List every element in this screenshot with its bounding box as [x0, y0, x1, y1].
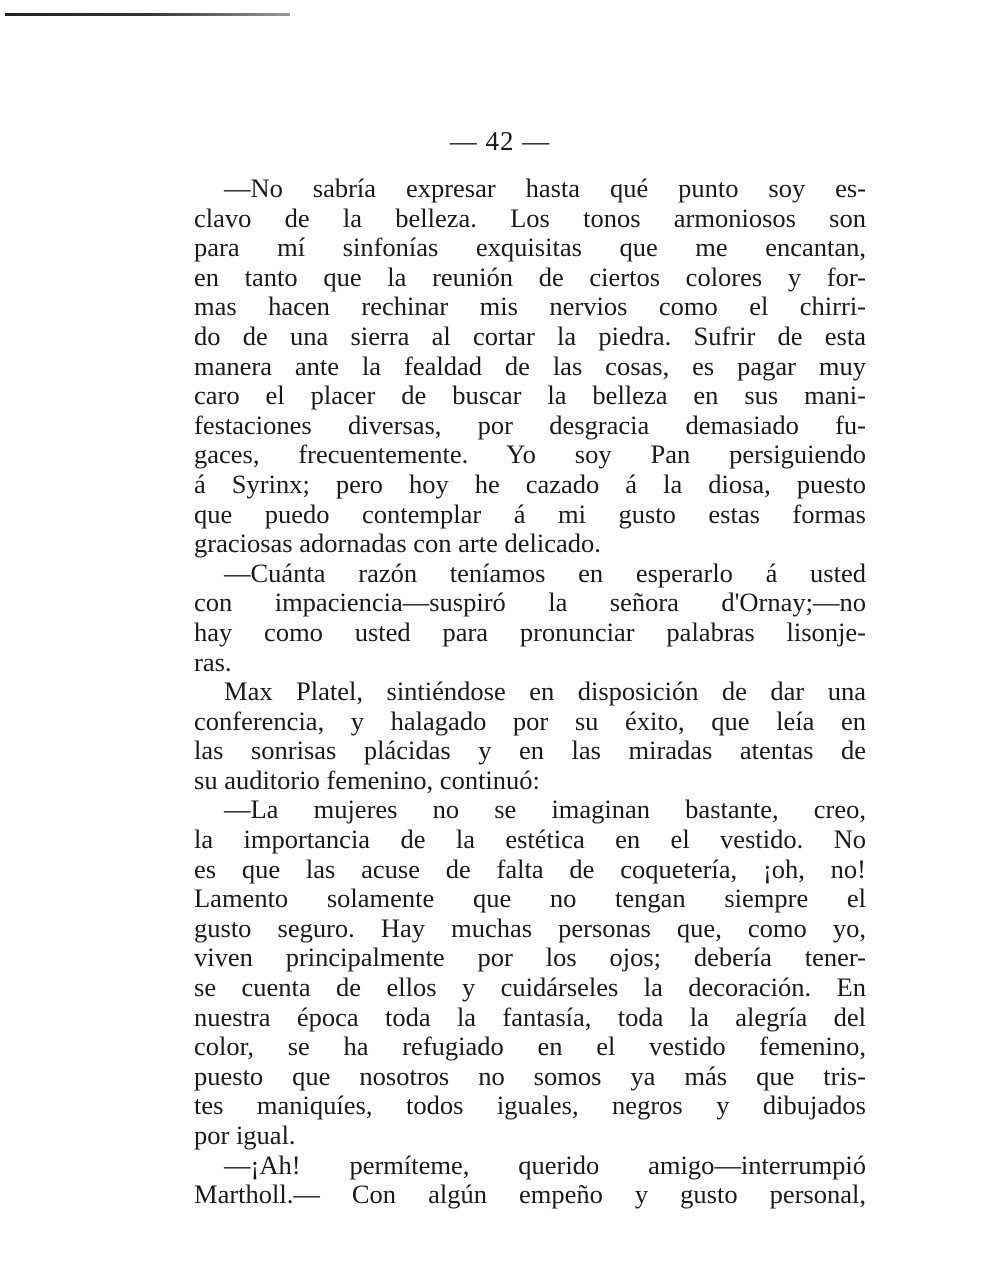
text-line: graciosas adornadas con arte delicado. — [194, 528, 601, 559]
text-line: para mí sinfonías exquisitas que me encantan, — [194, 232, 866, 263]
scan-artifact-line — [5, 13, 290, 16]
text-line: puesto que nosotros no somos ya más que tris- — [194, 1060, 866, 1091]
text-line: en tanto que la reunión de ciertos colores y for- — [194, 261, 866, 292]
text-line: se cuenta de ellos y cuidárseles la decoración. En — [194, 972, 866, 1003]
text-line: viven principalmente por los ojos; debería tener- — [194, 942, 866, 973]
text-line: gaces, frecuentemente. Yo soy Pan persiguiendo — [194, 439, 866, 470]
text-line: con impaciencia—suspiró la señora d'Ornay;—no — [194, 587, 866, 618]
text-line: las sonrisas plácidas y en las miradas atentas de — [194, 735, 866, 766]
text-line: caro el placer de buscar la belleza en sus mani- — [194, 380, 866, 411]
text-line: por igual. — [194, 1120, 296, 1150]
text-line: Lamento solamente que no tengan siempre el — [194, 883, 866, 914]
text-line: —¡Ah! permíteme, querido amigo—interrumpió — [224, 1149, 866, 1180]
text-line: clavo de la belleza. Los tonos armoniosos son — [194, 202, 866, 233]
text-line: do de una sierra al cortar la piedra. Sufrir de esta — [194, 320, 866, 351]
text-line: su auditorio femenino, continuó: — [194, 764, 540, 795]
text-line: nuestra época toda la fantasía, toda la alegría del — [194, 1001, 866, 1032]
text-line: á Syrinx; pero hoy he cazado á la diosa, puesto — [194, 468, 866, 499]
text-line: color, se ha refugiado en el vestido femenino, — [194, 1031, 866, 1062]
text-line: mas hacen rechinar mis nervios como el chirri- — [194, 291, 866, 322]
text-line: conferencia, y halagado por su éxito, que leía en — [194, 705, 866, 736]
text-line: Martholl.— Con algún empeño y gusto personal, — [194, 1179, 866, 1210]
text-line: que puedo contemplar á mi gusto estas formas — [194, 498, 866, 529]
text-line: festaciones diversas, por desgracia demasiado fu- — [194, 409, 866, 440]
text-line: gusto seguro. Hay muchas personas que, como yo, — [194, 912, 866, 943]
page-number: — 42 — — [449, 126, 551, 156]
text-line: hay como usted para pronunciar palabras lisonje- — [194, 616, 866, 647]
text-line: —Cuánta razón teníamos en esperarlo á usted — [224, 557, 866, 588]
text-line: —No sabría expresar hasta qué punto soy es- — [224, 173, 866, 203]
text-line: ras. — [194, 646, 232, 677]
text-line: —La mujeres no se imaginan bastante, creo, — [224, 794, 866, 825]
text-line: tes maniquíes, todos iguales, negros y dibujados — [194, 1090, 866, 1121]
text-line: manera ante la fealdad de las cosas, es pagar muy — [194, 350, 866, 381]
body-text — [194, 174, 866, 1210]
text-line: Max Platel, sintiéndose en disposición de dar una — [224, 676, 866, 707]
text-line: es que las acuse de falta de coquetería, ¡oh, no! — [194, 853, 866, 884]
text-line: la importancia de la estética en el vestido. No — [194, 824, 866, 855]
